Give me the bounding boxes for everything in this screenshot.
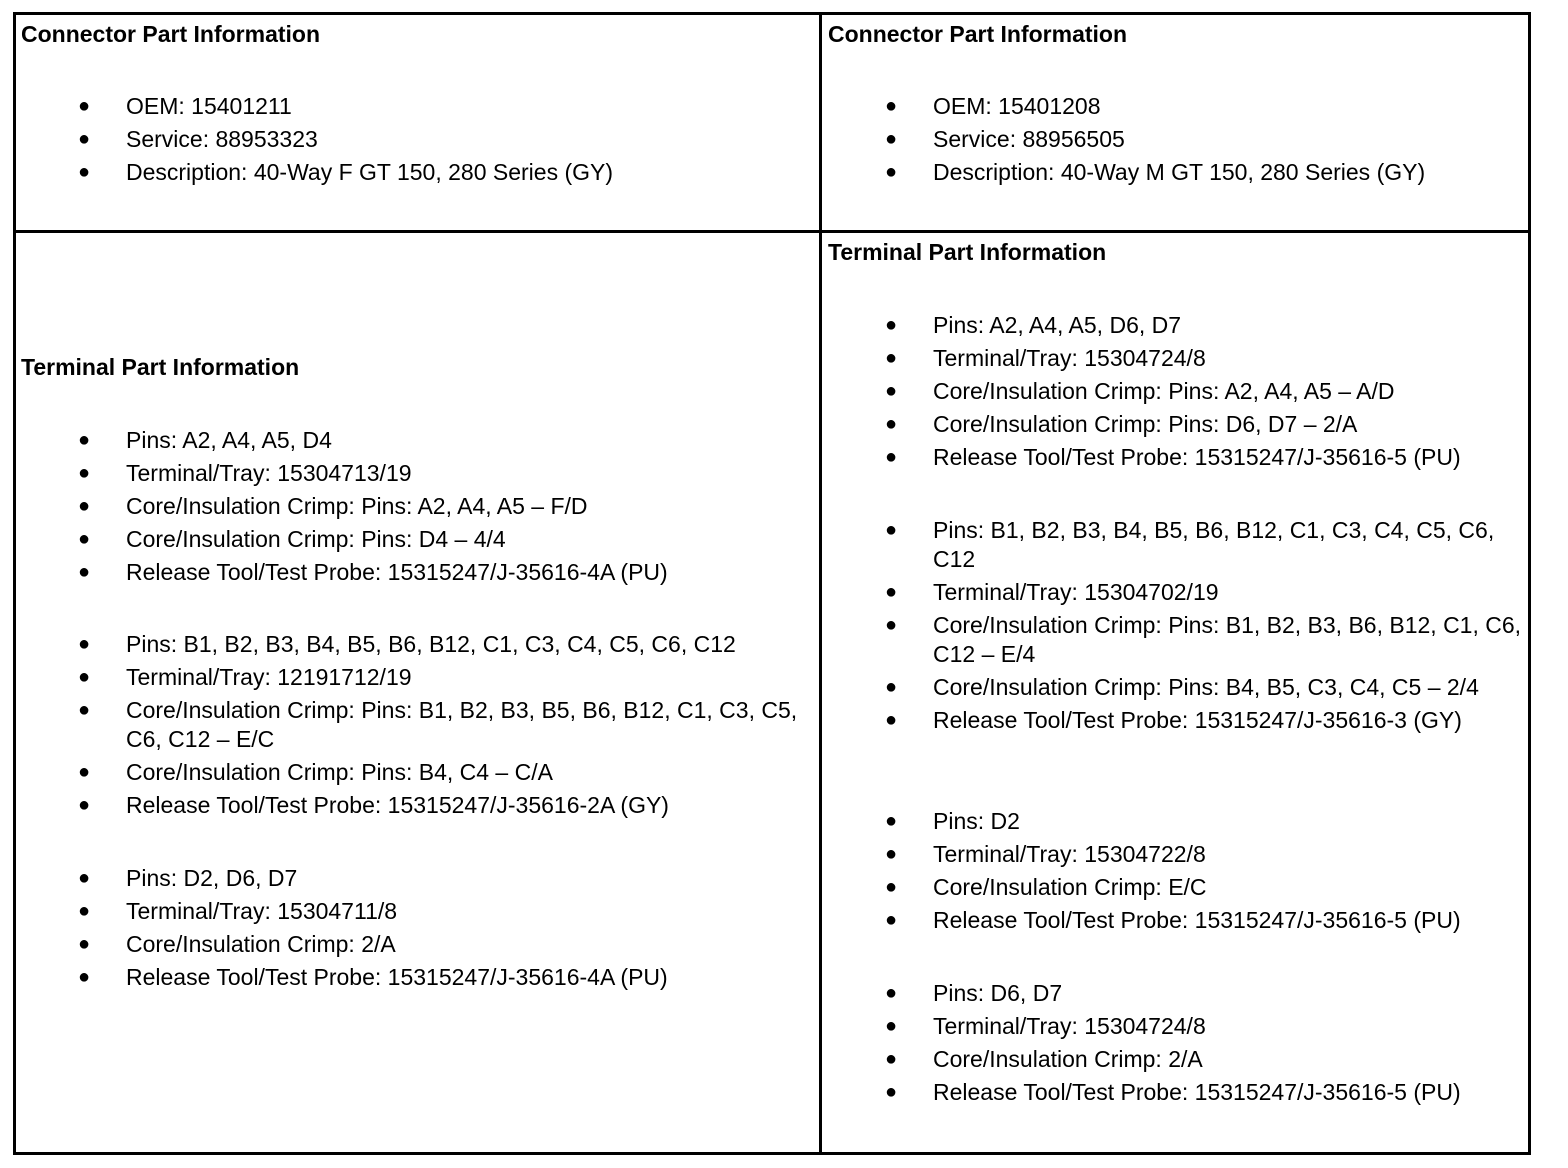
- list-item: ● Terminal/Tray: 15304711/8: [78, 898, 398, 924]
- bullet-icon: ●: [78, 561, 91, 583]
- bullet-icon: ●: [885, 909, 898, 931]
- bullet-icon: ●: [885, 347, 898, 369]
- list-item: ● Pins: A2, A4, A5, D6, D7: [885, 312, 1182, 338]
- list-item: ● Release Tool/Test Probe: 15315247/J-35616-5 (PU): [885, 1079, 1461, 1105]
- list-item: ● Core/Insulation Crimp: Pins: B4, C4 – C/A: [78, 759, 553, 785]
- bullet-icon: ●: [885, 1015, 898, 1037]
- bullet-icon: ●: [78, 900, 91, 922]
- terminal-group-right-2: [828, 516, 1523, 739]
- bullet-icon: ●: [885, 876, 898, 898]
- list-item: ● Terminal/Tray: 15304722/8: [885, 841, 1206, 867]
- list-item: ● Core/Insulation Crimp: 2/A: [885, 1046, 1203, 1072]
- connector-list-right: [828, 92, 1523, 191]
- bullet-icon: ●: [78, 633, 91, 655]
- list-item: ● Pins: B1, B2, B3, B4, B5, B6, B12, C1, C3, C4, C5, C6, C12: [885, 517, 1495, 572]
- list-item: ● Pins: B1, B2, B3, B4, B5, B6, B12, C1, C3, C4, C5, C6, C12: [78, 631, 736, 657]
- list-item: ● Core/Insulation Crimp: Pins: B4, B5, C3, C4, C5 – 2/4: [885, 674, 1479, 700]
- terminal-group-left-2: [21, 630, 811, 824]
- bullet-icon: ●: [78, 933, 91, 955]
- list-item: ● Core/Insulation Crimp: Pins: A2, A4, A5 – A/D: [885, 378, 1395, 404]
- bullet-icon: ●: [78, 128, 91, 150]
- list-item: ● Core/Insulation Crimp: 2/A: [78, 931, 396, 957]
- cell-terminal-left: [21, 238, 811, 1148]
- bullet-icon: ●: [885, 413, 898, 435]
- list-item: ● Release Tool/Test Probe: 15315247/J-35616-3 (GY): [885, 707, 1462, 733]
- list-item: ● Service: 88953323: [78, 126, 318, 152]
- list-item: ● Description: 40-Way F GT 150, 280 Series (GY): [78, 159, 614, 185]
- bullet-icon: ●: [78, 495, 91, 517]
- list-item: ● Description: 40-Way M GT 150, 280 Series (GY): [885, 159, 1426, 185]
- heading-connector-right: Connector Part Information: [828, 21, 1128, 47]
- list-item: ● Terminal/Tray: 15304713/19: [78, 460, 412, 486]
- bullet-icon: ●: [78, 761, 91, 783]
- list-item: ● Terminal/Tray: 15304702/19: [885, 579, 1219, 605]
- bullet-icon: ●: [885, 95, 898, 117]
- list-item: ● Release Tool/Test Probe: 15315247/J-35616-5 (PU): [885, 444, 1461, 470]
- bullet-icon: ●: [885, 128, 898, 150]
- bullet-icon: ●: [78, 794, 91, 816]
- list-item: ● Core/Insulation Crimp: Pins: D4 – 4/4: [78, 526, 506, 552]
- bullet-icon: ●: [885, 581, 898, 603]
- list-item: ● OEM: 15401211: [78, 93, 292, 119]
- bullet-icon: ●: [885, 614, 898, 636]
- list-item: ● Core/Insulation Crimp: Pins: A2, A4, A5 – F/D: [78, 493, 588, 519]
- list-item: ● Terminal/Tray: 15304724/8: [885, 1013, 1206, 1039]
- heading-terminal-right: Terminal Part Information: [828, 239, 1107, 265]
- bullet-icon: ●: [78, 429, 91, 451]
- bullet-icon: ●: [885, 676, 898, 698]
- terminal-group-left-3: [21, 864, 811, 996]
- bullet-icon: ●: [885, 446, 898, 468]
- list-item: ● Pins: D2, D6, D7: [78, 865, 298, 891]
- bullet-icon: ●: [885, 709, 898, 731]
- list-item: ● Service: 88956505: [885, 126, 1125, 152]
- terminal-group-left-1: [21, 426, 811, 591]
- bullet-icon: ●: [78, 528, 91, 550]
- cell-connector-left: [21, 20, 811, 225]
- list-item: ● Release Tool/Test Probe: 15315247/J-35616-4A (PU): [78, 559, 668, 585]
- heading-connector-left: Connector Part Information: [21, 21, 321, 47]
- bullet-icon: ●: [885, 314, 898, 336]
- bullet-icon: ●: [885, 519, 898, 541]
- list-item: ● Release Tool/Test Probe: 15315247/J-35616-2A (GY): [78, 792, 669, 818]
- list-item: ● Core/Insulation Crimp: Pins: D6, D7 – 2/A: [885, 411, 1358, 437]
- bullet-icon: ●: [885, 843, 898, 865]
- terminal-group-right-3: [828, 807, 1523, 939]
- bullet-icon: ●: [78, 161, 91, 183]
- bullet-icon: ●: [885, 810, 898, 832]
- bullet-icon: ●: [78, 462, 91, 484]
- bullet-icon: ●: [885, 380, 898, 402]
- terminal-group-right-1: [828, 311, 1523, 476]
- bullet-icon: ●: [885, 1081, 898, 1103]
- cell-terminal-right: [828, 238, 1523, 1148]
- bullet-icon: ●: [885, 1048, 898, 1070]
- bullet-icon: ●: [885, 161, 898, 183]
- list-item: ● Pins: D6, D7: [885, 980, 1063, 1006]
- cell-connector-right: [828, 20, 1523, 225]
- row-divider: [13, 230, 1531, 233]
- bullet-icon: ●: [78, 95, 91, 117]
- bullet-icon: ●: [885, 982, 898, 1004]
- list-item: ● Core/Insulation Crimp: Pins: B1, B2, B3, B6, B12, C1, C6, C12 – E/4: [885, 612, 1522, 667]
- heading-terminal-left: Terminal Part Information: [21, 354, 300, 380]
- list-item: ● Core/Insulation Crimp: Pins: B1, B2, B3, B5, B6, B12, C1, C3, C5, C6, C12 – E/C: [78, 697, 798, 752]
- list-item: ● Core/Insulation Crimp: E/C: [885, 874, 1207, 900]
- bullet-icon: ●: [78, 699, 91, 721]
- list-item: ● Release Tool/Test Probe: 15315247/J-35616-5 (PU): [885, 907, 1461, 933]
- bullet-icon: ●: [78, 666, 91, 688]
- list-item: ● Terminal/Tray: 15304724/8: [885, 345, 1206, 371]
- bullet-icon: ●: [78, 966, 91, 988]
- column-divider: [819, 12, 822, 1155]
- list-item: ● Terminal/Tray: 12191712/19: [78, 664, 412, 690]
- list-item: ● Release Tool/Test Probe: 15315247/J-35616-4A (PU): [78, 964, 668, 990]
- terminal-group-right-4: [828, 979, 1523, 1111]
- connector-list-left: [21, 92, 811, 191]
- bullet-icon: ●: [78, 867, 91, 889]
- list-item: ● Pins: D2: [885, 808, 1020, 834]
- list-item: ● OEM: 15401208: [885, 93, 1101, 119]
- list-item: ● Pins: A2, A4, A5, D4: [78, 427, 332, 453]
